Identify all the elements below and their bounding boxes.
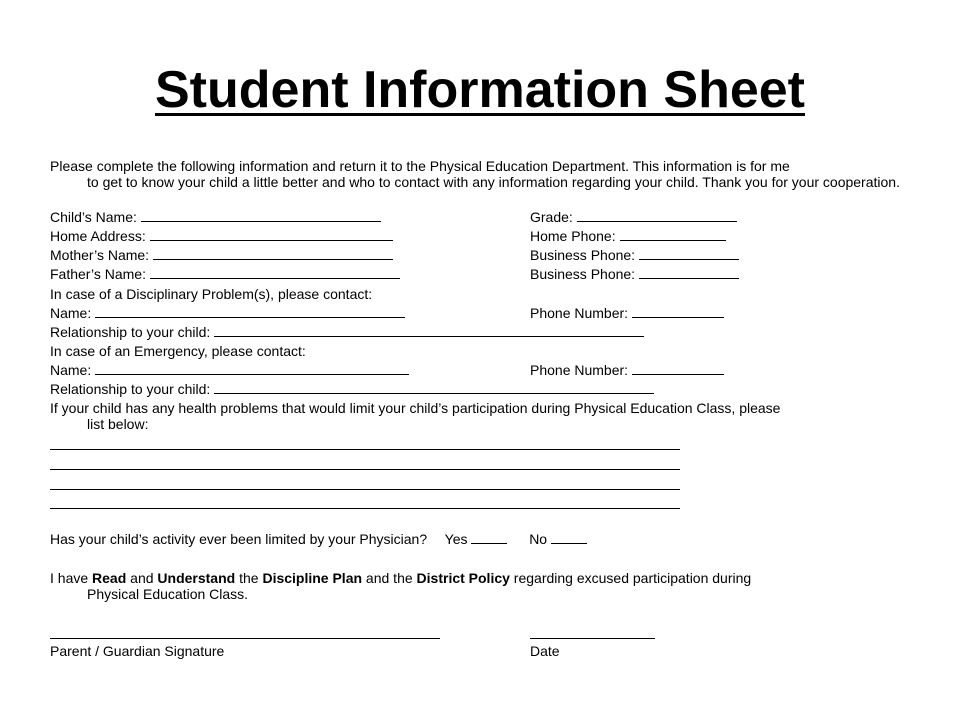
mother-business-phone-blank[interactable] <box>639 247 739 260</box>
emer-phone-blank[interactable] <box>632 362 724 375</box>
no-blank[interactable] <box>551 531 587 544</box>
home-address-label: Home Address: <box>50 228 146 244</box>
signature-line[interactable] <box>50 638 440 639</box>
health-blank-line-3[interactable] <box>50 489 680 490</box>
ack-text-4: and the <box>362 570 417 586</box>
date-label: Date <box>530 643 560 659</box>
home-phone-row <box>530 227 726 245</box>
disc-relationship-row <box>50 323 644 341</box>
disc-name-row <box>50 304 405 322</box>
ack-text-3: the <box>235 570 263 586</box>
father-name-blank[interactable] <box>150 266 400 279</box>
disc-phone-row <box>530 304 724 322</box>
intro-continuation: to get to know your child a little better and who to contact with any information regarding your child. Thank you for your cooperation. <box>87 174 900 190</box>
ack-bold-read: Read <box>92 570 127 586</box>
ack-text-5: regarding excused participation during <box>509 570 752 586</box>
father-name-label: Father’s Name: <box>50 266 146 282</box>
ack-text-1: I have <box>50 570 93 586</box>
emer-relationship-row <box>50 380 654 398</box>
emer-name-label: Name: <box>50 362 92 378</box>
acknowledgement-paragraph <box>50 570 910 602</box>
disc-name-blank[interactable] <box>95 305 405 318</box>
home-phone-label: Home Phone: <box>530 228 616 244</box>
home-phone-blank[interactable] <box>620 228 726 241</box>
mother-name-blank[interactable] <box>153 247 393 260</box>
emer-relationship-label: Relationship to your child: <box>50 381 211 397</box>
ack-bold-discipline-plan: Discipline Plan <box>262 570 363 586</box>
disc-phone-label: Phone Number: <box>530 305 629 321</box>
yes-blank[interactable] <box>471 531 507 544</box>
child-name-label: Child’s Name: <box>50 209 137 225</box>
date-line[interactable] <box>530 638 655 639</box>
disc-relationship-label: Relationship to your child: <box>50 324 211 340</box>
health-blank-line-1[interactable] <box>50 449 680 450</box>
signature-label: Parent / Guardian Signature <box>50 643 225 659</box>
health-first-line: If your child has any health problems that would limit your child’s participation during Physical Education Class, please <box>50 400 781 416</box>
mother-name-row <box>50 246 393 264</box>
ack-continuation: Physical Education Class. <box>87 586 249 602</box>
emergency-heading: In case of an Emergency, please contact: <box>50 343 306 359</box>
ack-bold-understand: Understand <box>157 570 236 586</box>
grade-blank[interactable] <box>577 209 737 222</box>
home-address-row <box>50 227 393 245</box>
father-business-phone-row <box>530 265 739 283</box>
no-label: No <box>529 531 548 547</box>
disc-name-label: Name: <box>50 305 92 321</box>
ack-text-2: and <box>126 570 158 586</box>
mother-business-phone-row <box>530 246 739 264</box>
emer-name-blank[interactable] <box>95 362 409 375</box>
emer-relationship-blank[interactable] <box>214 381 654 394</box>
health-continuation: list below: <box>87 416 149 432</box>
disciplinary-heading: In case of a Disciplinary Problem(s), please contact: <box>50 286 373 302</box>
grade-row <box>530 208 737 226</box>
health-paragraph <box>50 400 910 432</box>
mother-name-label: Mother’s Name: <box>50 247 150 263</box>
father-business-phone-label: Business Phone: <box>530 266 636 282</box>
home-address-blank[interactable] <box>150 228 393 241</box>
father-business-phone-blank[interactable] <box>639 266 739 279</box>
mother-business-phone-label: Business Phone: <box>530 247 636 263</box>
intro-paragraph <box>50 158 910 190</box>
child-name-row <box>50 208 381 226</box>
physician-question: Has your child’s activity ever been limited by your Physician? <box>50 531 428 547</box>
emer-name-row <box>50 361 409 379</box>
ack-bold-district-policy: District Policy <box>416 570 510 586</box>
yes-label: Yes <box>444 531 468 547</box>
emer-phone-row <box>530 361 724 379</box>
health-blank-line-4[interactable] <box>50 508 680 509</box>
child-name-blank[interactable] <box>141 209 381 222</box>
intro-first-line: Please complete the following information and return it to the Physical Education Department. This information is for me <box>50 158 790 174</box>
father-name-row <box>50 265 400 283</box>
disc-relationship-blank[interactable] <box>214 324 644 337</box>
physician-question-row <box>50 530 587 548</box>
grade-label: Grade: <box>530 209 573 225</box>
health-blank-line-2[interactable] <box>50 469 680 470</box>
page-title: Student Information Sheet <box>155 61 805 119</box>
emer-phone-label: Phone Number: <box>530 362 629 378</box>
disc-phone-blank[interactable] <box>632 305 724 318</box>
